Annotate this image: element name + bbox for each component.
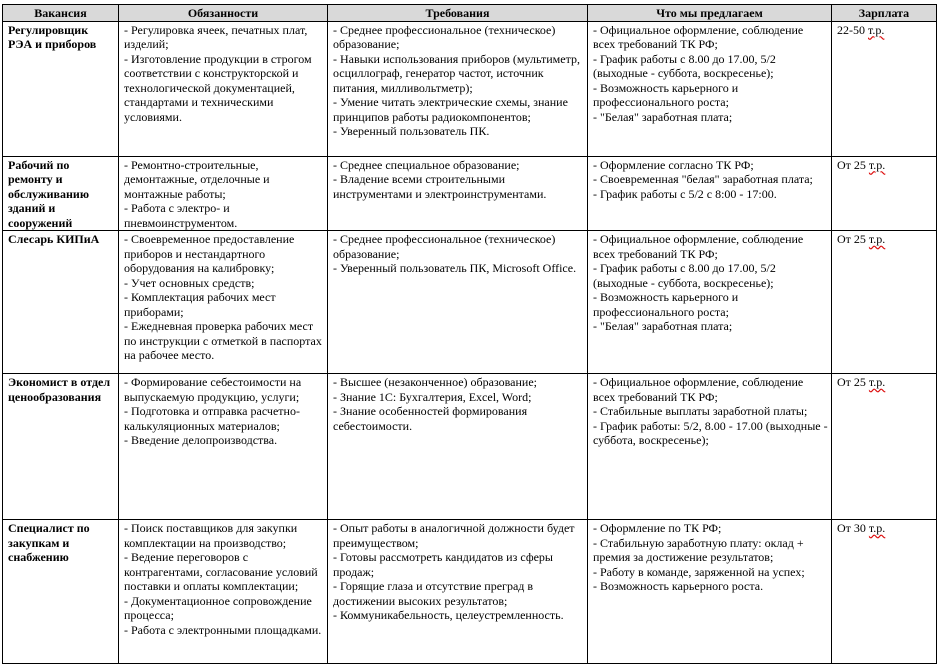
duty-item: - Подготовка и отправка расчетно-калькуляционных материалов;: [124, 404, 300, 433]
requirement-item: - Навыки использования приборов (мультиметр, осциллограф, генератор частот, источник питания, милливольтметр);: [333, 51, 580, 95]
offer-item: - "Белая" заработная плата;: [593, 109, 733, 124]
salary-amount: От 25: [837, 232, 866, 246]
requirement-item: - Уверенный пользователь ПК.: [333, 124, 490, 138]
requirement-item: - Среднее профессиональное (техническое) образование;: [333, 22, 556, 51]
requirement-item: - Уверенный пользователь ПК, Microsoft Office.: [333, 261, 577, 275]
duty-item: - Ежедневная проверка рабочих мест по инструкции с отметкой в паспортах на рабочее место.: [124, 319, 322, 362]
offer-item: - График работы с 8.00 до 17.00, 5/2 (выходные - суббота, воскресенье);: [593, 261, 776, 290]
requirements-cell: [328, 21, 588, 156]
salary-unit: т.р.: [868, 22, 885, 37]
duty-item: - Ремонтно-строительные, демонтажные, отделочные и монтажные работы;: [124, 157, 270, 201]
requirement-item: - Среднее профессиональное (техническое) образование;: [333, 232, 556, 261]
requirement-item: - Готовы рассмотреть кандидатов из сферы продаж;: [333, 550, 553, 579]
table-row: [3, 21, 937, 156]
salary-unit: т.р.: [868, 375, 886, 389]
vacancy-cell: Слесарь КИПиА: [3, 231, 119, 374]
header-duties: Обязанности: [119, 5, 328, 22]
offer-item: - Официальное оформление, соблюдение всех требований ТК РФ;: [593, 232, 804, 261]
requirement-item: - Знание особенностей формирования себестоимости.: [333, 404, 528, 433]
offer-cell: [588, 21, 832, 156]
offer-item: - График работы с 8.00 до 17.00, 5/2 (выходные - суббота, воскресенье);: [593, 51, 776, 80]
duty-item: - Работа с электро- и пневмоинструментом.: [124, 201, 238, 230]
header-offer: Что мы предлагаем: [588, 5, 832, 22]
offer-cell: [588, 520, 832, 664]
duty-item: - Изготовление продукции в строгом соответствии с конструкторской и технологической документацией, стандартами и техническими условиями.: [124, 51, 312, 124]
salary-amount: От 30: [837, 521, 866, 535]
salary-cell: [832, 231, 937, 374]
offer-item: - Официальное оформление, соблюдение всех требований ТК РФ;: [593, 375, 804, 404]
offer-cell: [588, 156, 832, 231]
salary-cell: [832, 21, 937, 156]
vacancy-cell: Регулировщик РЭА и приборов: [3, 21, 119, 156]
duty-item: - Своевременное предоставление приборов и нестандартного оборудования на калибровку;: [124, 232, 295, 275]
vacancies-table-wrapper: [2, 4, 936, 664]
salary-amount: От 25: [837, 375, 866, 389]
offer-item: - Своевременная "белая" заработная плата;: [593, 172, 813, 186]
offer-item: - Официальное оформление, соблюдение всех требований ТК РФ;: [593, 22, 804, 51]
requirement-item: - Знание 1С: Бухгалтерия, Excel, Word;: [333, 389, 532, 404]
duties-cell: [119, 520, 328, 664]
salary-cell: [832, 156, 937, 231]
requirement-item: - Высшее (незаконченное) образование;: [333, 375, 537, 389]
duty-item: - Формирование себестоимости на выпускаемую продукцию, услуги;: [124, 375, 302, 404]
duty-item: - Поиск поставщиков для закупки комплектации на производство;: [124, 521, 298, 550]
header-vacancy: Вакансия: [3, 5, 119, 22]
salary-amount: От 25: [837, 157, 866, 172]
requirement-item: - Умение читать электрические схемы, знание принципов работы радиокомпонентов;: [333, 95, 568, 124]
salary-cell: [832, 374, 937, 520]
requirement-item: - Горящие глаза и отсутствие преград в достижении высоких результатов;: [333, 579, 534, 608]
duties-cell: [119, 156, 328, 231]
duty-item: - Работа с электронными площадками.: [124, 622, 322, 637]
duty-item: - Документационное сопровождение процесса;: [124, 593, 312, 622]
duties-cell: [119, 21, 328, 156]
offer-item: - "Белая" заработная плата;: [593, 319, 733, 333]
requirement-item: - Владение всеми строительными инструментами и электроинструментами.: [333, 172, 547, 201]
offer-item: - График работы с 5/2 с 8:00 - 17:00.: [593, 186, 777, 201]
offer-item: - Возможность карьерного и профессионального роста;: [593, 80, 739, 109]
salary-cell: [832, 520, 937, 664]
salary-unit: т.р.: [868, 157, 886, 172]
offer-item: - Стабильную заработную плату: оклад + премия за достижение результатов;: [593, 535, 804, 564]
header-row: [3, 5, 937, 22]
vacancy-cell: Экономист в отдел ценообразования: [3, 374, 119, 520]
offer-item: - График работы: 5/2, 8.00 - 17.00 (выходные - суббота, воскресенье);: [593, 418, 828, 447]
offer-item: - Оформление по ТК РФ;: [593, 521, 722, 535]
requirements-cell: [328, 156, 588, 231]
offer-item: - Работу в команде, заряженной на успех;: [593, 564, 805, 579]
offer-item: - Стабильные выплаты заработной платы;: [593, 404, 808, 418]
offer-item: - Оформление согласно ТК РФ;: [593, 157, 754, 172]
salary-unit: т.р.: [868, 232, 886, 246]
offer-cell: [588, 231, 832, 374]
table-row: [3, 374, 937, 520]
duty-item: - Регулировка ячеек, печатных плат, изделий;: [124, 22, 308, 51]
requirements-cell: [328, 231, 588, 374]
table-row: [3, 231, 937, 374]
requirement-item: - Опыт работы в аналогичной должности будет преимуществом;: [333, 521, 575, 550]
duties-cell: [119, 231, 328, 374]
vacancy-cell: Рабочий по ремонту и обслуживанию зданий и сооружений: [3, 156, 119, 231]
duty-item: - Ведение переговоров с контрагентами, согласование условий поставки и оплаты комплектации;: [124, 550, 318, 593]
duties-cell: [119, 374, 328, 520]
offer-cell: [588, 374, 832, 520]
requirement-item: - Коммуникабельность, целеустремленность.: [333, 608, 564, 622]
offer-item: - Возможность карьерного и профессионального роста;: [593, 290, 739, 319]
vacancy-cell: Специалист по закупкам и снабжению: [3, 520, 119, 664]
duty-item: - Учет основных средств;: [124, 275, 255, 290]
vacancies-table: [2, 4, 937, 664]
duty-item: - Введение делопроизводства.: [124, 433, 278, 447]
requirements-cell: [328, 374, 588, 520]
requirement-item: - Среднее специальное образование;: [333, 157, 520, 172]
duty-item: - Комплектация рабочих мест приборами;: [124, 290, 276, 319]
salary-unit: т.р.: [868, 521, 886, 535]
requirements-cell: [328, 520, 588, 664]
offer-item: - Возможность карьерного роста.: [593, 579, 764, 593]
table-row: [3, 156, 937, 231]
salary-amount: 22-50: [837, 22, 865, 37]
header-requirements: Требования: [328, 5, 588, 22]
header-salary: Зарплата: [832, 5, 937, 22]
table-row: [3, 520, 937, 664]
